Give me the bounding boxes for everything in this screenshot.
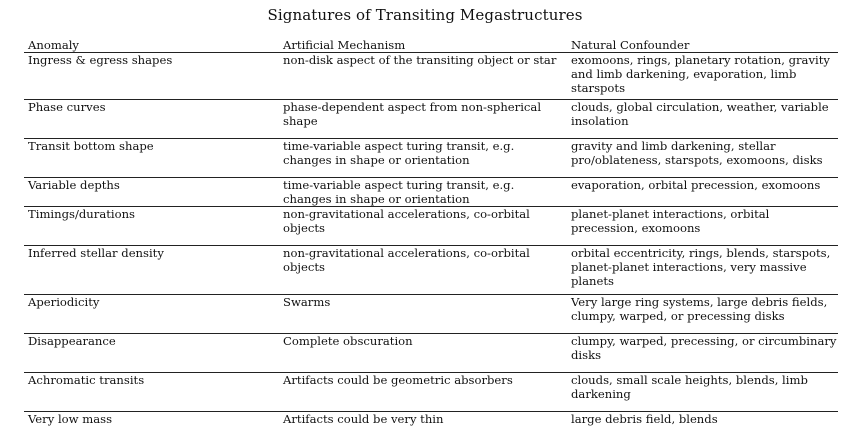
natural-confounder-cell: evaporation, orbital precession, exomoons bbox=[571, 178, 821, 192]
anomaly-cell: Disappearance bbox=[28, 334, 116, 348]
artificial-mechanism-cell: time-variable aspect turing transit, e.g. changes in shape or orientation bbox=[283, 178, 515, 206]
table-row bbox=[24, 100, 838, 138]
anomaly-cell: Timings/durations bbox=[28, 207, 135, 221]
artificial-mechanism-cell: non-disk aspect of the transiting object or star bbox=[283, 53, 557, 67]
table-row bbox=[24, 207, 838, 245]
anomaly-cell: Phase curves bbox=[28, 100, 106, 114]
header-natural-confounder: Natural Confounder bbox=[571, 38, 690, 52]
anomaly-cell: Achromatic transits bbox=[28, 373, 145, 387]
artificial-mechanism-cell: Artifacts could be very thin bbox=[283, 412, 444, 426]
table-row bbox=[24, 412, 838, 428]
table-row bbox=[24, 246, 838, 294]
natural-confounder-cell: clumpy, warped, precessing, or circumbinary disks bbox=[571, 334, 837, 362]
natural-confounder-cell: planet-planet interactions, orbital precession, exomoons bbox=[571, 207, 770, 235]
table-header-row bbox=[24, 38, 838, 52]
artificial-mechanism-cell: Artifacts could be geometric absorbers bbox=[283, 373, 513, 387]
signatures-table bbox=[24, 36, 838, 428]
natural-confounder-cell: Very large ring systems, large debris fields, clumpy, warped, or precessing disks bbox=[571, 295, 828, 323]
anomaly-cell: Transit bottom shape bbox=[28, 139, 154, 153]
table-row bbox=[24, 295, 838, 333]
artificial-mechanism-cell: non-gravitational accelerations, co-orbital objects bbox=[283, 207, 530, 235]
table-row bbox=[24, 334, 838, 372]
artificial-mechanism-cell: Swarms bbox=[283, 295, 331, 309]
natural-confounder-cell: clouds, global circulation, weather, variable insolation bbox=[571, 100, 829, 128]
natural-confounder-cell: large debris field, blends bbox=[571, 412, 718, 426]
header-artificial-mechanism: Artificial Mechanism bbox=[283, 38, 406, 52]
table-row bbox=[24, 53, 838, 99]
anomaly-cell: Aperiodicity bbox=[28, 295, 100, 309]
table-row bbox=[24, 178, 838, 206]
table-row bbox=[24, 373, 838, 411]
artificial-mechanism-cell: non-gravitational accelerations, co-orbital objects bbox=[283, 246, 530, 274]
natural-confounder-cell: orbital eccentricity, rings, blends, starspots, planet-planet interactions, very massive planets bbox=[571, 246, 831, 288]
header-anomaly: Anomaly bbox=[28, 38, 79, 52]
anomaly-cell: Ingress & egress shapes bbox=[28, 53, 173, 67]
table-row bbox=[24, 139, 838, 177]
artificial-mechanism-cell: phase-dependent aspect from non-spherical shape bbox=[283, 100, 542, 128]
artificial-mechanism-cell: Complete obscuration bbox=[283, 334, 413, 348]
anomaly-cell: Variable depths bbox=[28, 178, 120, 192]
natural-confounder-cell: clouds, small scale heights, blends, limb darkening bbox=[571, 373, 808, 401]
anomaly-cell: Very low mass bbox=[28, 412, 113, 426]
table-title: Signatures of Transiting Megastructures bbox=[267, 6, 583, 24]
natural-confounder-cell: gravity and limb darkening, stellar pro/oblateness, starspots, exomoons, disks bbox=[571, 139, 823, 167]
natural-confounder-cell: exomoons, rings, planetary rotation, gravity and limb darkening, evaporation, limb starspots bbox=[571, 53, 830, 95]
artificial-mechanism-cell: time-variable aspect turing transit, e.g. changes in shape or orientation bbox=[283, 139, 515, 167]
anomaly-cell: Inferred stellar density bbox=[28, 246, 164, 260]
